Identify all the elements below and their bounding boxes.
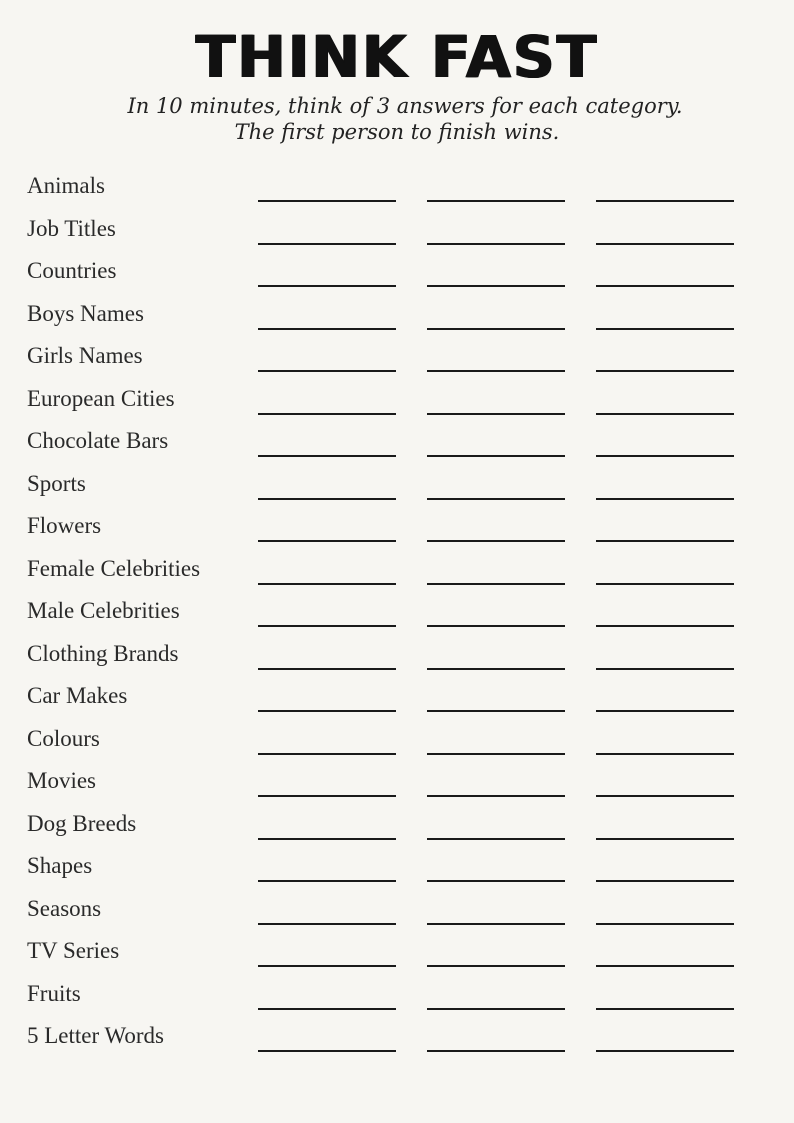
category-label: Colours [27,725,100,751]
answer-blank-line[interactable] [596,498,734,500]
category-row [0,982,794,1024]
instructions-line-1: In 10 minutes, think of 3 answers for each category. [127,94,683,118]
answer-blank-line[interactable] [258,1050,396,1052]
category-label: Girls Names [27,343,143,368]
category-label: Chocolate Bars [27,428,169,453]
category-row [0,812,794,854]
category-label: Dog Breeds [27,810,137,836]
answer-blank-line[interactable] [596,540,734,542]
answer-blank-line[interactable] [596,1050,734,1052]
answer-blank-line[interactable] [258,795,396,797]
category-label: Car Makes [27,683,128,708]
answer-blank-line[interactable] [427,923,565,925]
category-row [0,854,794,896]
answer-blank-line[interactable] [258,923,396,925]
answer-blank-line[interactable] [427,1050,565,1052]
answer-blank-line[interactable] [427,498,565,500]
answer-blank-line[interactable] [596,1008,734,1010]
answer-blank-line[interactable] [427,1008,565,1010]
answer-blank-line[interactable] [427,540,565,542]
category-row [0,897,794,939]
category-row [0,599,794,641]
category-row [0,429,794,471]
answer-blank-line[interactable] [427,285,565,287]
answer-blank-line[interactable] [258,838,396,840]
answer-blank-line[interactable] [596,200,734,202]
category-label: Movies [27,768,96,793]
answer-blank-line[interactable] [596,838,734,840]
category-label: Job Titles [27,215,116,241]
answer-blank-line[interactable] [427,243,565,245]
category-label: 5 Letter Words [27,1023,164,1048]
answer-blank-line[interactable] [596,710,734,712]
answer-blank-line[interactable] [427,710,565,712]
category-row [0,344,794,386]
category-row [0,387,794,429]
answer-blank-line[interactable] [427,583,565,585]
answer-blank-line[interactable] [258,540,396,542]
answer-blank-line[interactable] [258,710,396,712]
category-label: Seasons [27,895,102,921]
answer-blank-line[interactable] [258,455,396,457]
category-label: Sports [27,470,86,496]
answer-blank-line[interactable] [596,625,734,627]
category-row [0,217,794,259]
answer-blank-line[interactable] [427,753,565,755]
answer-blank-line[interactable] [596,413,734,415]
answer-blank-line[interactable] [596,370,734,372]
answer-blank-line[interactable] [427,795,565,797]
answer-blank-line[interactable] [596,923,734,925]
answer-blank-line[interactable] [258,200,396,202]
category-label: Flowers [27,513,102,538]
answer-blank-line[interactable] [596,965,734,967]
category-label: Female Celebrities [27,555,201,581]
category-row [0,259,794,301]
instructions-line-2: The first person to finish wins. [234,120,560,144]
answer-blank-line[interactable] [427,200,565,202]
answer-blank-line[interactable] [427,455,565,457]
answer-blank-line[interactable] [427,370,565,372]
answer-blank-line[interactable] [596,583,734,585]
answer-blank-line[interactable] [258,413,396,415]
answer-blank-line[interactable] [596,753,734,755]
answer-blank-line[interactable] [596,880,734,882]
answer-blank-line[interactable] [258,370,396,372]
answer-blank-line[interactable] [258,498,396,500]
category-row [0,472,794,514]
category-label: Fruits [27,980,81,1006]
category-label: European Cities [27,385,175,411]
answer-blank-line[interactable] [427,668,565,670]
category-label: TV Series [27,938,120,963]
answer-blank-line[interactable] [596,328,734,330]
answer-blank-line[interactable] [596,455,734,457]
answer-blank-line[interactable] [596,285,734,287]
answer-blank-line[interactable] [258,285,396,287]
category-row [0,939,794,981]
category-label: Male Celebrities [27,598,180,623]
category-row [0,514,794,556]
category-row [0,727,794,769]
answer-blank-line[interactable] [427,625,565,627]
answer-blank-line[interactable] [427,413,565,415]
answer-blank-line[interactable] [596,795,734,797]
answer-blank-line[interactable] [427,328,565,330]
category-label: Boys Names [27,300,144,326]
category-row [0,1024,794,1066]
category-label: Clothing Brands [27,640,179,666]
category-row [0,769,794,811]
answer-blank-line[interactable] [596,243,734,245]
answer-blank-line[interactable] [258,668,396,670]
answer-blank-line[interactable] [427,880,565,882]
answer-blank-line[interactable] [258,243,396,245]
category-row [0,642,794,684]
category-row [0,174,794,216]
answer-blank-line[interactable] [427,965,565,967]
answer-blank-line[interactable] [258,328,396,330]
answer-blank-line[interactable] [258,1008,396,1010]
category-label: Animals [27,173,105,198]
answer-blank-line[interactable] [258,625,396,627]
category-row [0,684,794,726]
answer-blank-line[interactable] [258,880,396,882]
category-label: Countries [27,258,117,283]
answer-blank-line[interactable] [258,583,396,585]
answer-blank-line[interactable] [258,753,396,755]
answer-blank-line[interactable] [258,965,396,967]
page-title: THINK FAST [195,23,599,91]
category-label: Shapes [27,853,93,878]
category-row [0,302,794,344]
answer-blank-line[interactable] [427,838,565,840]
category-row [0,557,794,599]
answer-blank-line[interactable] [596,668,734,670]
